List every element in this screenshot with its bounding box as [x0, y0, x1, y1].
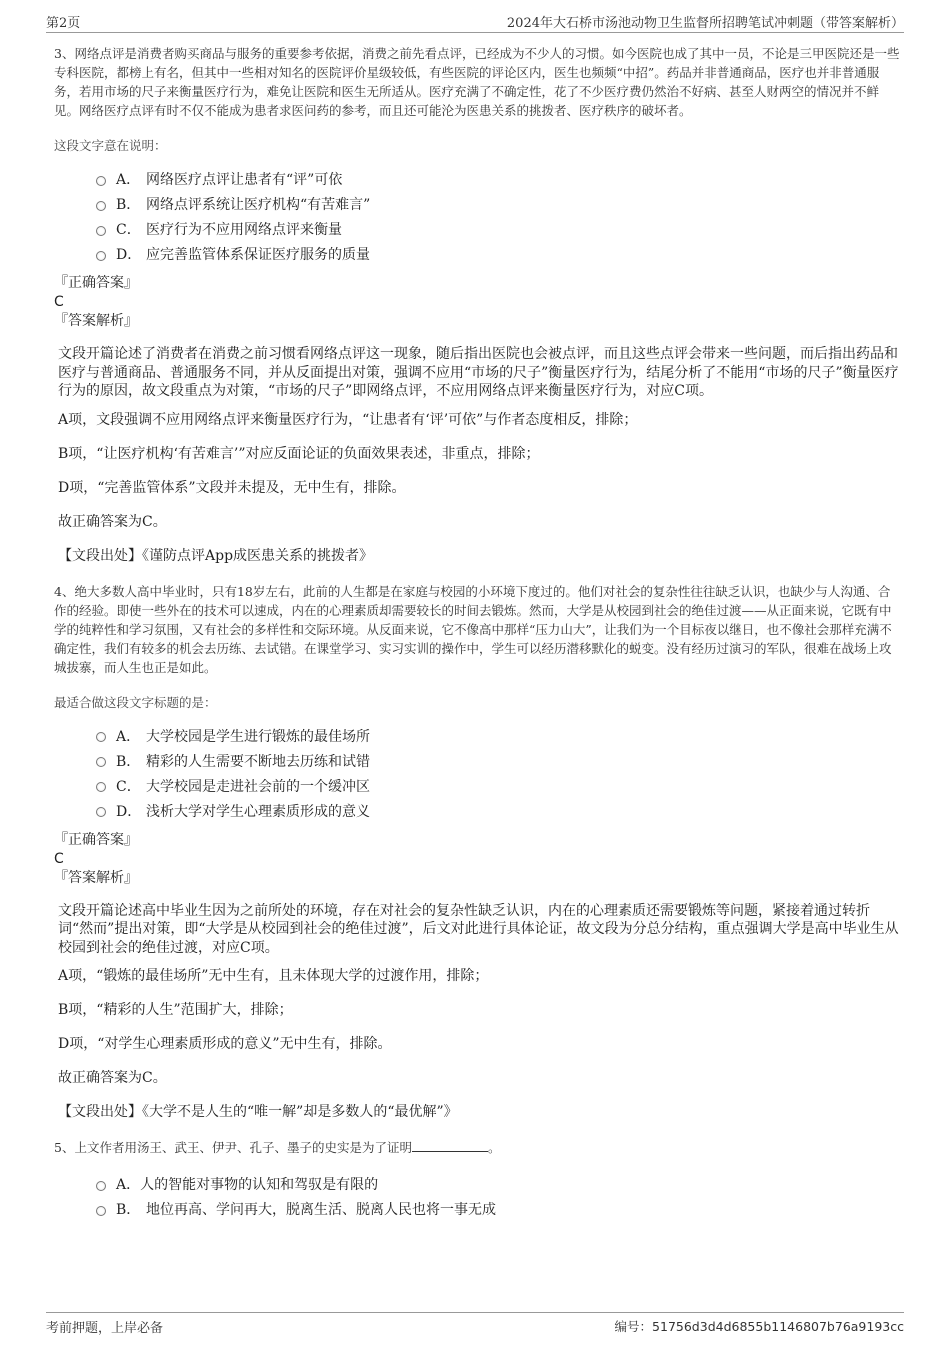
- option-a[interactable]: A． 大学校园是学生进行锻炼的最佳场所: [96, 725, 900, 750]
- question-text: 4、绝大多数人高中毕业时，只有18岁左右，此前的人生都是在家庭与校园的小环境下度过的。他们对社会的复杂性往往缺乏认识，也缺少与人沟通、合作的经验。即使一些外在的技术可以速成，内在的心理素质却需要较长的时间去锻炼。然而，大学是从校园到社会的绝佳过渡——从正面来说，它既有中学的纯粹性和学习氛围，又有社会的多样性和交际环境。从反面来说，它不像高中那样“压力山大”，让我们为一个目标夜以继日，也不像社会那样充满不确定性，我们有较多的机会去历练、去试错。在课堂学习、实习实训的操作中，学生可以经历潜移默化的蜕变。没有经历过演习的军队，很难在战场上攻城拔寨，而人生也正是如此。: [54, 583, 892, 675]
- option-a[interactable]: A． 网络医疗点评让患者有“评”可依: [96, 168, 900, 193]
- source-citation: 【文段出处】《大学不是人生的“唯一解”却是多数人的“最优解”》: [58, 1104, 458, 1120]
- radio-icon[interactable]: [96, 226, 106, 236]
- radio-icon[interactable]: [96, 732, 106, 742]
- page-footer: [46, 1312, 904, 1337]
- page-header: [46, 10, 904, 33]
- correct-answer: C: [54, 294, 64, 310]
- option-d[interactable]: D． 浅析大学对学生心理素质形成的意义: [96, 800, 900, 825]
- analysis-text: 文段开篇论述高中毕业生因为之前所处的环境，存在对社会的复杂性缺乏认识，内在的心理素质还需要锻炼等问题，紧接着通过转折词“然而”提出对策，即“大学是从校园到社会的绝佳过渡”，后文对此进行具体论证，故文段为分总分结构，重点强调大学是高中毕业生从校园到社会的绝佳过渡，对应C项。: [58, 902, 899, 956]
- analysis-line: 故正确答案为C。: [58, 513, 167, 530]
- main-content: [54, 44, 900, 1229]
- question-text: 5、上文作者用汤王、武王、伊尹、孔子、墨子的史实是为了证明 。: [54, 1140, 501, 1155]
- option-b[interactable]: B． 精彩的人生需要不断地去历练和试错: [96, 750, 900, 775]
- document-id: 编号：51756d3d4d6855b1146807b76a9193cc: [614, 1319, 904, 1334]
- analysis-line: B项，“让医疗机构‘有苦难言’”对应反面论证的负面效果表述，非重点，排除；: [58, 445, 540, 462]
- answer-tag: 『正确答案』: [54, 831, 138, 848]
- source-citation: 【文段出处】《谨防点评App成医患关系的挑拨者》: [58, 547, 374, 564]
- radio-icon[interactable]: [96, 807, 106, 817]
- question-4: [54, 582, 900, 1123]
- question-ask: 这段文字意在说明：: [54, 138, 167, 153]
- option-c[interactable]: C． 大学校园是走进社会前的一个缓冲区: [96, 775, 900, 800]
- radio-icon[interactable]: [96, 201, 106, 211]
- question-text: 3、网络点评是消费者购买商品与服务的重要参考依据，消费之前先看点评，已经成为不少人的习惯。如今医院也成了其中一员，不论是三甲医院还是一些专科医院，都榜上有名，但其中一些相对知名的医院评价星级较低，有些医院的评论区内，医生也频频“中招”。药品并非普通商品，医疗也并非普通服务，若用市场的尺子来衡量医疗行为，难免让医院和医生无所适从。医疗充满了不确定性，花了不少医疗费仍然治不好病、甚至人财两空的情况并不鲜见。网络医疗点评有时不仅不能成为患者求医问药的参考，而且还可能沦为医患关系的挑拨者、医疗秩序的破坏者。: [54, 46, 900, 118]
- radio-icon[interactable]: [96, 1206, 106, 1216]
- radio-icon[interactable]: [96, 251, 106, 261]
- analysis-line: 故正确答案为C。: [58, 1070, 167, 1086]
- question-ask: 最适合做这段文字标题的是：: [54, 694, 217, 710]
- document-title: 2024年大石桥市汤池动物卫生监督所招聘笔试冲刺题（带答案解析）: [506, 16, 904, 31]
- answer-tag: 『正确答案』: [54, 275, 138, 291]
- radio-icon[interactable]: [96, 176, 106, 186]
- option-a[interactable]: A． 人的智能对事物的认知和驾驭是有限的: [96, 1173, 900, 1198]
- option-d[interactable]: D． 应完善监管体系保证医疗服务的质量: [96, 243, 900, 268]
- question-5: [54, 1138, 900, 1223]
- analysis-line: A项，文段强调不应用网络点评来衡量医疗行为，“让患者有‘评’可依”与作者态度相反，排除；: [58, 411, 638, 428]
- option-b[interactable]: B． 地位再高、学问再大，脱离生活、脱离人民也将一事无成: [96, 1198, 900, 1223]
- radio-icon[interactable]: [96, 1181, 106, 1191]
- radio-icon[interactable]: [96, 782, 106, 792]
- question-3: [54, 44, 900, 566]
- answer-blank: [412, 1139, 488, 1152]
- analysis-line: B项，“精彩的人生”范围扩大，排除；: [58, 1002, 293, 1018]
- footer-slogan: 考前押题，上岸必备: [46, 1321, 164, 1336]
- analysis-tag: 『答案解析』: [54, 869, 138, 886]
- analysis-text: 文段开篇论述了消费者在消费之前习惯看网络点评这一现象，随后指出医院也会被点评，而且这些点评会带来一些问题，而后指出药品和医疗与普通商品、普通服务不同，并从反面提出对策，强调不应用“市场的尺子”衡量医疗行为，结尾分析了不能用“市场的尺子”衡量医疗行为的原因，故文段重点为对策，“市场的尺子”即网络点评，不应用网络点评来衡量医疗行为，对应C项。: [58, 346, 899, 399]
- analysis-line: D项，“完善监管体系”文段并未提及，无中生有，排除。: [58, 479, 406, 496]
- correct-answer: C: [54, 850, 64, 867]
- page-number: 第2页: [46, 16, 81, 31]
- radio-icon[interactable]: [96, 757, 106, 767]
- analysis-line: D项，“对学生心理素质形成的意义”无中生有，排除。: [58, 1036, 392, 1052]
- option-b[interactable]: B． 网络点评系统让医疗机构“有苦难言”: [96, 193, 900, 218]
- option-list: [54, 725, 900, 825]
- option-list: [54, 168, 900, 268]
- option-c[interactable]: C． 医疗行为不应用网络点评来衡量: [96, 218, 900, 243]
- analysis-tag: 『答案解析』: [54, 313, 138, 329]
- option-list: [54, 1173, 900, 1223]
- analysis-line: A项，“锻炼的最佳场所”无中生有，且未体现大学的过渡作用，排除；: [58, 968, 489, 984]
